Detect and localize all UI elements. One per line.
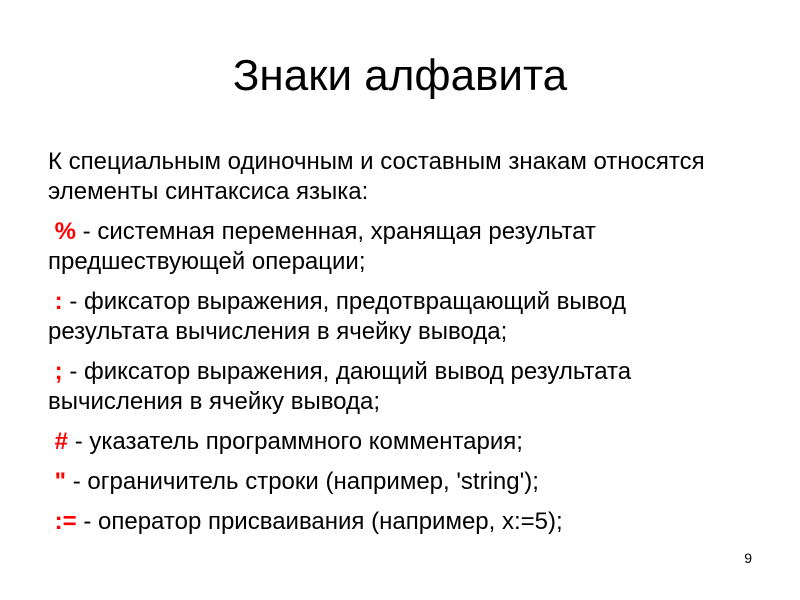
- symbol-quote: ": [54, 468, 67, 495]
- symbol-colon: :: [54, 288, 63, 315]
- list-item-semicolon: [48, 357, 738, 417]
- slide-title: Знаки алфавита: [232, 51, 568, 100]
- description-percent: - системная переменная, хранящая результат предшествующей операции;: [48, 218, 596, 275]
- list-item-assign: [48, 507, 738, 537]
- symbol-percent: %: [54, 218, 77, 245]
- list-item-hash: [48, 427, 738, 457]
- description-assign: - оператор присваивания (например, x:=5);: [76, 508, 563, 535]
- symbol-semicolon: ;: [54, 358, 63, 385]
- description-semicolon: - фиксатор выражения, дающий вывод результата вычисления в ячейку вывода;: [48, 358, 632, 415]
- description-hash: - указатель программного комментария;: [68, 428, 523, 455]
- symbol-assign: :=: [54, 508, 77, 535]
- list-item-colon: [48, 287, 738, 347]
- slide-body: [48, 147, 738, 547]
- symbol-hash: #: [54, 428, 69, 455]
- description-colon: - фиксатор выражения, предотвращающий вывод результата вычисления в ячейку вывода;: [48, 288, 626, 345]
- list-item-percent: [48, 217, 738, 277]
- page-number: 9: [744, 550, 752, 566]
- description-quote: - ограничитель строки (например, 'string');: [66, 468, 539, 495]
- list-item-quote: [48, 467, 738, 497]
- intro-paragraph: К специальным одиночным и составным знакам относятся элементы синтаксиса языка:: [48, 148, 705, 205]
